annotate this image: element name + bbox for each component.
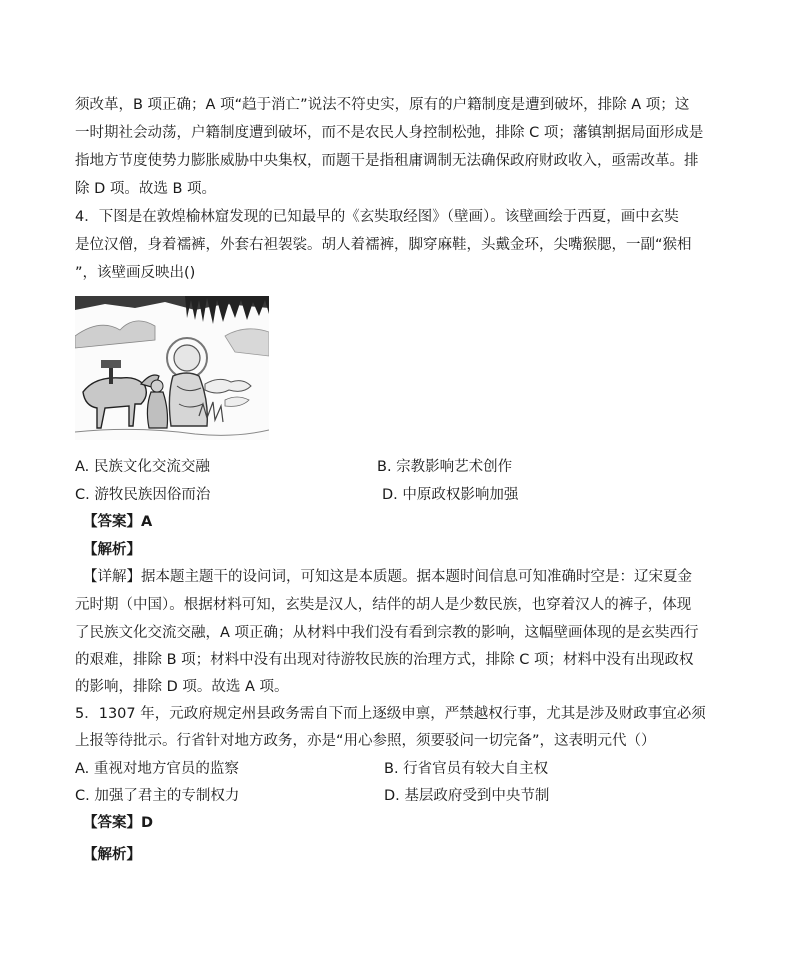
mural-drawing [75, 296, 269, 440]
q5-option-a: A. 重视对地方官员的监察 [75, 761, 239, 777]
q4-stem-line-1: 4．下图是在敦煌榆林窟发现的已知最早的《玄奘取经图》（壁画）。该壁画绘于西夏，画中玄奘 [75, 209, 679, 225]
intro-line-4: 除 D 项。故选 B 项。 [75, 181, 217, 197]
q5-analysis-label: 【解析】 [83, 847, 141, 863]
q4-detail-line-5: 的影响，排除 D 项。故选 A 项。 [75, 679, 289, 695]
q5-answer: 【答案】D [83, 815, 154, 831]
q4-analysis-label: 【解析】 [83, 542, 141, 558]
q4-stem-line-2: 是位汉僧，身着襦裤，外套右袒袈裟。胡人着襦裤，脚穿麻鞋，头戴金环，尖嘴猴腮，一副“猴相 [75, 237, 692, 253]
q5-stem-line-2: 上报等待批示。行省针对地方政务，亦是“用心参照，须要驳问一切完备”，这表明元代（） [75, 733, 656, 749]
q4-detail-line-1: 【详解】据本题主题干的设问词，可知这是本质题。据本题时间信息可知准确时空是：辽宋夏金 [83, 569, 692, 585]
q4-detail-line-2: 元时期（中国）。根据材料可知，玄奘是汉人，结伴的胡人是少数民族，也穿着汉人的裤子，体现 [75, 597, 692, 613]
q5-option-b: B. 行省官员有较大自主权 [384, 761, 549, 777]
q5-stem-line-1: 5．1307 年，元政府规定州县政务需自下而上逐级申禀，严禁越权行事，尤其是涉及财政事宜必须 [75, 706, 706, 722]
q4-detail-line-4: 的艰难，排除 B 项；材料中没有出现对待游牧民族的治理方式，排除 C 项；材料中没有出现政权 [75, 652, 694, 668]
q5-option-c: C. 加强了君主的专制权力 [75, 788, 240, 804]
q4-option-c: C. 游牧民族因俗而治 [75, 487, 211, 503]
q4-detail-line-3: 了民族文化交流交融，A 项正确；从材料中我们没有看到宗教的影响，这幅壁画体现的是玄奘西行 [75, 625, 699, 641]
intro-line-3: 指地方节度使势力膨胀威胁中央集权，而题干是指租庸调制无法确保政府财政收入，亟需改革。排 [75, 153, 699, 169]
q4-stem-line-3: ”，该壁画反映出() [75, 265, 196, 281]
q4-answer: 【答案】A [83, 514, 153, 530]
q4-option-a: A. 民族文化交流交融 [75, 459, 210, 475]
q4-option-d: D. 中原政权影响加强 [382, 487, 519, 503]
q4-option-b: B. 宗教影响艺术创作 [377, 459, 513, 475]
intro-line-1: 须改革，B 项正确；A 项“趋于消亡”说法不符史实，原有的户籍制度是遭到破坏，排除 A 项；这 [75, 97, 690, 113]
q5-option-d: D. 基层政府受到中央节制 [384, 788, 550, 804]
intro-line-2: 一时期社会动荡，户籍制度遭到破坏，而不是农民人身控制松弛，排除 C 项；藩镇割据局面形成是 [75, 125, 704, 141]
mural-illustration [75, 296, 269, 440]
